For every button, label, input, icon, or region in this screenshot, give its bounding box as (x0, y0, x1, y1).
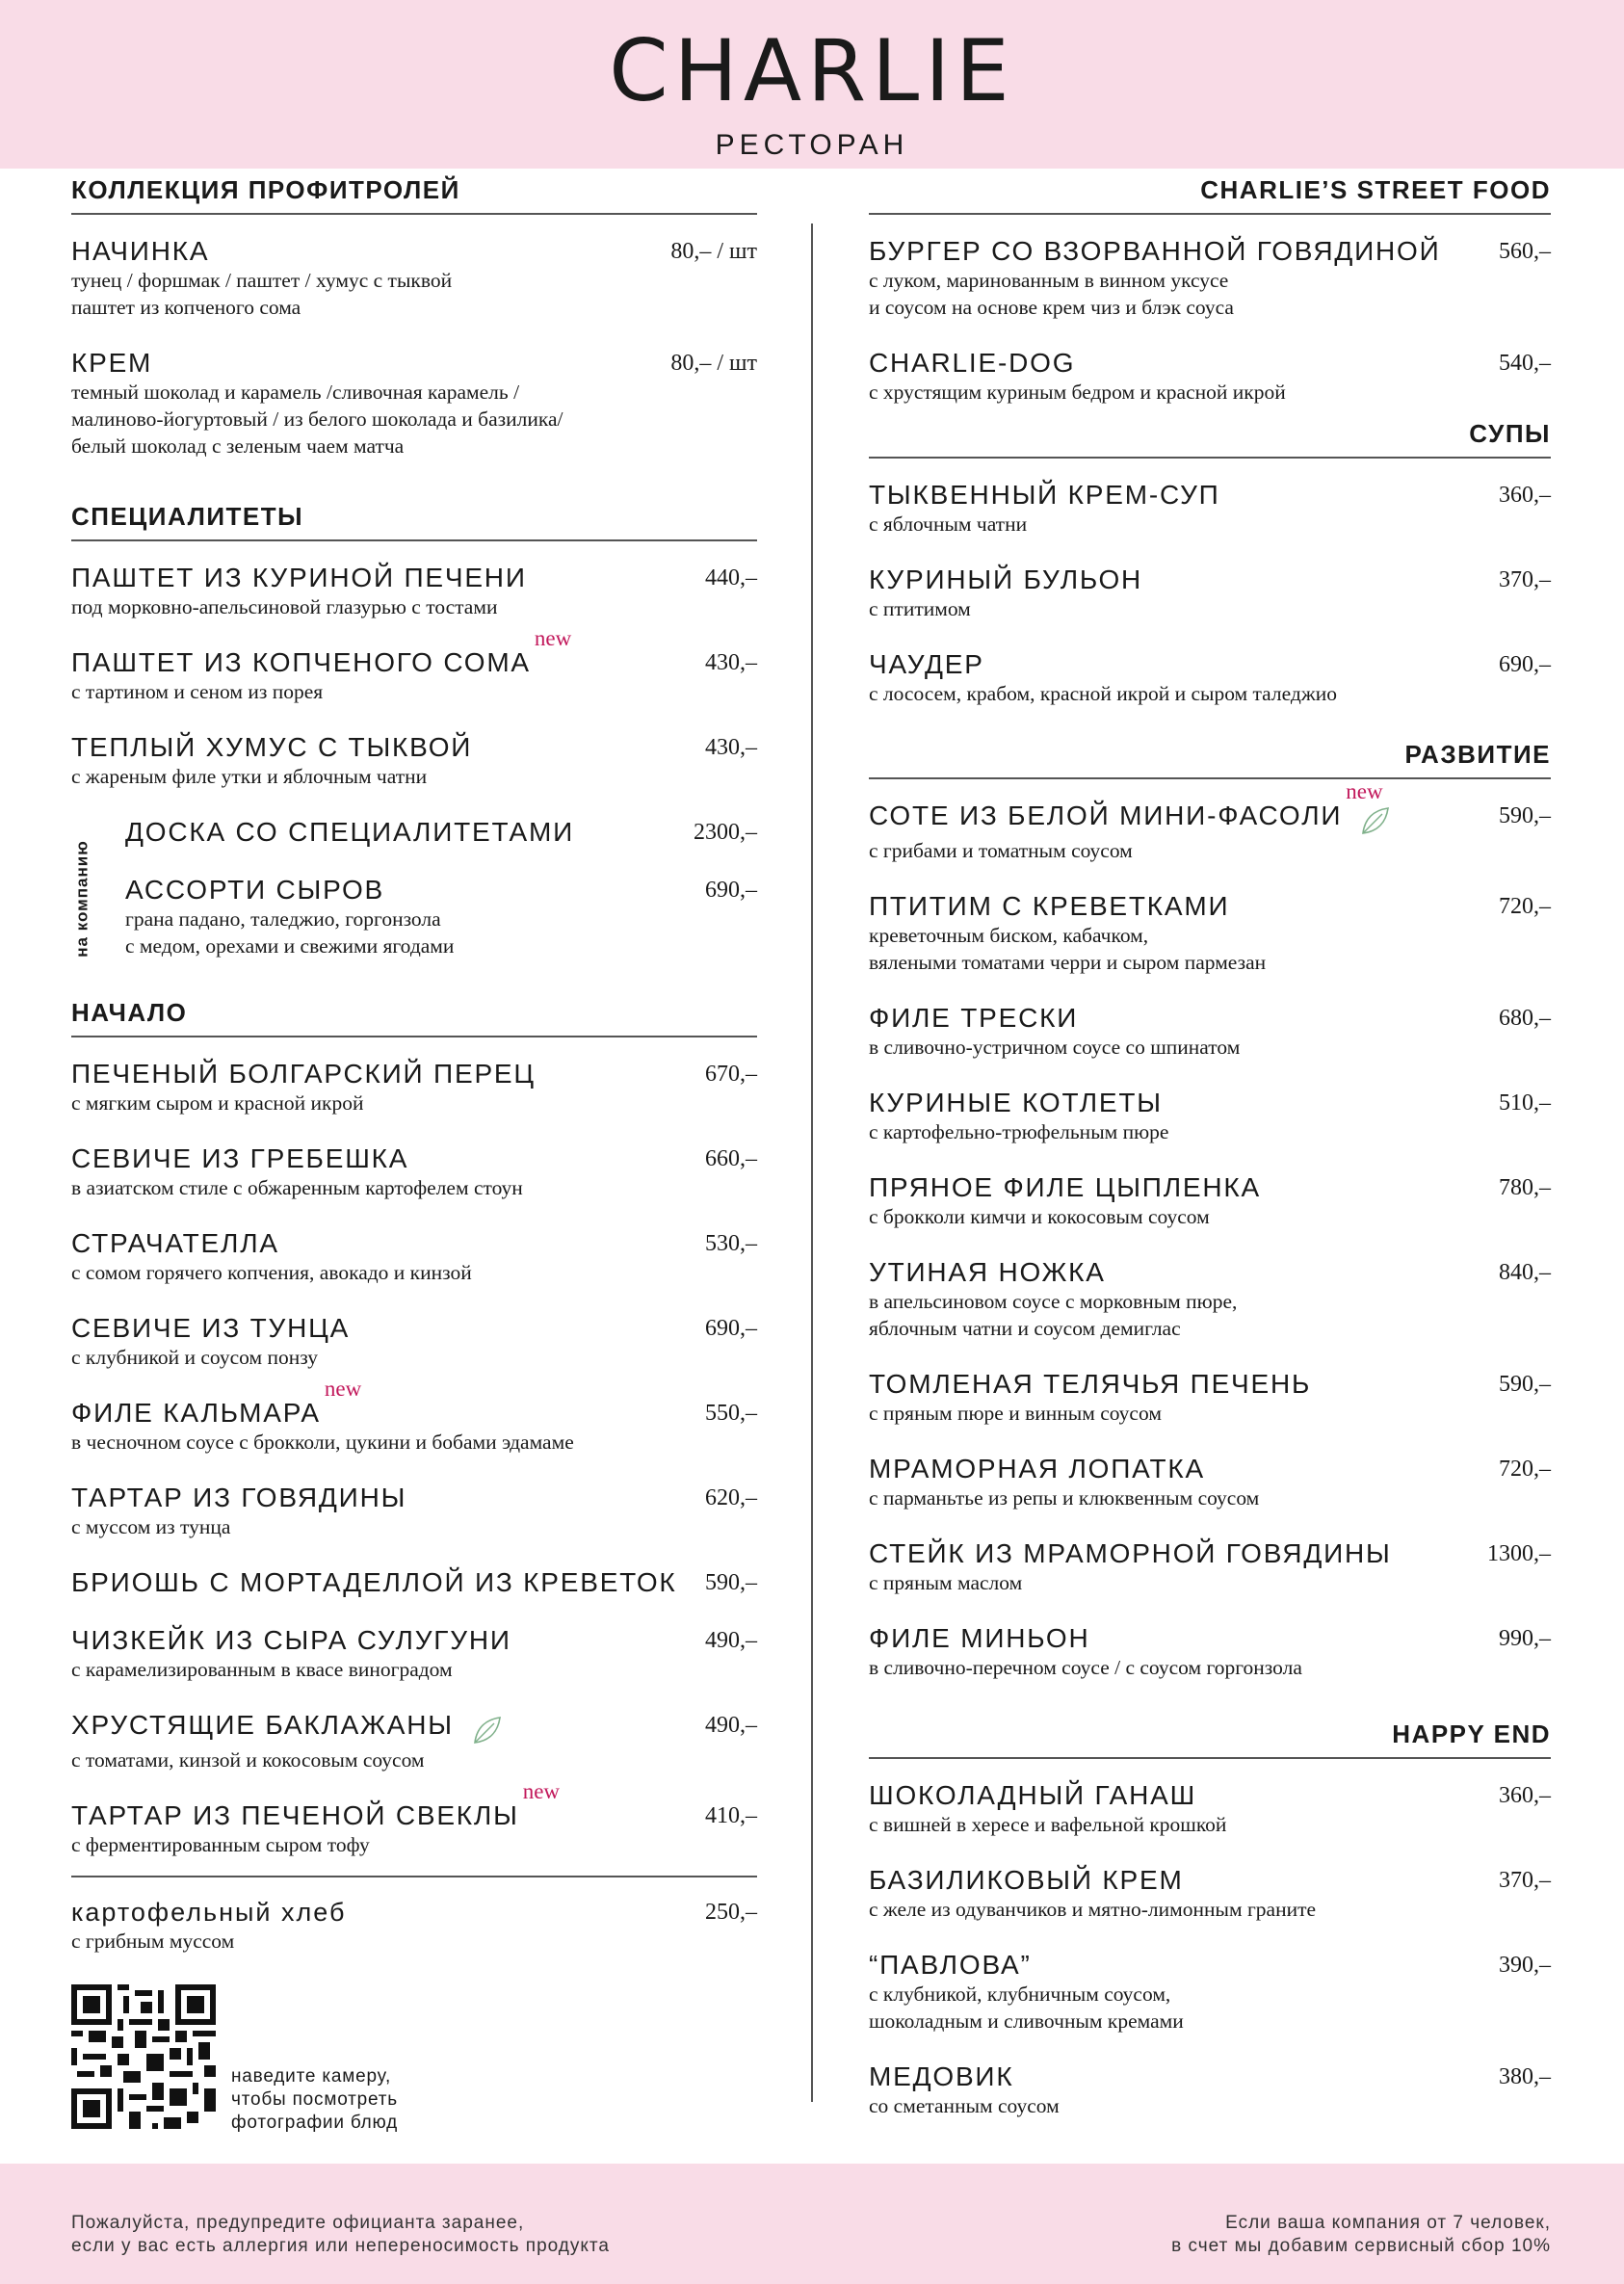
item-desc: с желе из одуванчиков и мятно-лимонным граните (869, 1898, 1317, 1922)
item-name: ФИЛЕ ТРЕСКИ (869, 1003, 1079, 1034)
item-desc: тунец / форшмак / паштет / хумус с тыквой паштет из копченого сома (71, 269, 453, 319)
brand-subtitle: РЕСТОРАН (715, 129, 909, 161)
item-name: БАЗИЛИКОВЫЙ КРЕМ (869, 1865, 1184, 1896)
item-name: УТИНАЯ НОЖКА (869, 1257, 1106, 1288)
item-desc: в сливочно-перечном соусе / с соусом горгонзола (869, 1656, 1302, 1680)
item-price: 540,– (1499, 351, 1551, 376)
item-price: 440,– (705, 565, 757, 591)
menu-item (71, 1567, 757, 1598)
menu-item (869, 891, 1551, 976)
section-soups (869, 419, 1551, 707)
menu-item (869, 2061, 1551, 2119)
menu-item (869, 1538, 1551, 1596)
item-name: СЕВИЧЕ ИЗ ГРЕБЕШКА (71, 1143, 409, 1173)
item-desc: с мягким сыром и красной икрой (71, 1091, 364, 1115)
section-title: НАЧАЛО (71, 998, 757, 1037)
item-desc: с хрустящим куриным бедром и красной икрой (869, 381, 1286, 404)
menu-item (71, 1143, 757, 1201)
menu-item (71, 236, 757, 321)
item-name: “ПАВЛОВА” (869, 1950, 1032, 1981)
item-desc: с грибным муссом (71, 1930, 235, 1954)
section-profiteroles (71, 175, 757, 459)
item-desc: с карамелизированным в квасе виноградом (71, 1658, 453, 1681)
item-name: КУРИНЫЙ БУЛЬОН (869, 564, 1143, 594)
menu-item (869, 1257, 1551, 1342)
item-desc: с брокколи кимчи и кокосовым соусом (869, 1205, 1210, 1229)
section-title: СПЕЦИАЛИТЕТЫ (71, 502, 757, 541)
item-price: 780,– (1499, 1175, 1551, 1201)
section-start (71, 998, 757, 1858)
item-name: ПАШТЕТ ИЗ КУРИНОЙ ПЕЧЕНИ (71, 563, 527, 592)
menu-item (869, 1003, 1551, 1061)
item-desc: с тартином и сеном из порея (71, 680, 324, 703)
section-title: РАЗВИТИЕ (869, 740, 1551, 779)
new-badge: new (522, 1779, 561, 1804)
menu-item (869, 1369, 1551, 1427)
item-desc: с птитимом (869, 597, 971, 620)
item-desc: со сметанным соусом (869, 2094, 1060, 2118)
item-name: МЕДОВИК (869, 2061, 1014, 2092)
item-desc: с пряным пюре и винным соусом (869, 1402, 1162, 1426)
item-name: ХРУСТЯЩИЕ БАКЛАЖАНЫ (71, 1710, 454, 1740)
item-name: ФИЛЕ МИНЬОН (869, 1623, 1090, 1654)
item-desc: в азиатском стиле с обжаренным картофелем стоун (71, 1176, 523, 1199)
item-name: картофельный хлеб (71, 1898, 347, 1928)
allergy-note: Пожалуйста, предупредите официанта заранее, если у вас есть аллергия или непереносимость продукта (71, 2213, 610, 2256)
bread-item (71, 1876, 757, 1955)
item-price: 410,– (705, 1803, 757, 1829)
item-name: СТРАЧАТЕЛЛА (71, 1228, 279, 1258)
shared-label: на компанию (73, 840, 92, 958)
menu-item (869, 348, 1551, 406)
new-badge: new (324, 1377, 362, 1401)
item-price: 2300,– (694, 820, 757, 845)
left-column (71, 173, 757, 1982)
menu-item (71, 563, 757, 620)
item-desc: с клубникой, клубничным соусом, шоколадным и сливочным кремами (869, 1982, 1184, 2034)
section-title: HAPPY END (869, 1720, 1551, 1759)
menu-item (869, 649, 1551, 707)
item-price: 660,– (705, 1146, 757, 1171)
item-name: ШОКОЛАДНЫЙ ГАНАШ (869, 1780, 1197, 1811)
item-name: ТОМЛЕНАЯ ТЕЛЯЧЬЯ ПЕЧЕНЬ (869, 1369, 1312, 1400)
item-name: ПЕЧЕНЫЙ БОЛГАРСКИЙ ПЕРЕЦ (71, 1059, 536, 1089)
item-price: 80,– / шт (670, 351, 757, 376)
item-desc: с томатами, кинзой и кокосовым соусом (71, 1748, 425, 1772)
section-title: СУПЫ (869, 419, 1551, 459)
item-name: КРЕМ (71, 348, 153, 378)
item-price: 690,– (1499, 652, 1551, 677)
menu-item (71, 1483, 757, 1540)
menu-item (71, 1228, 757, 1286)
item-name: ТАРТАР ИЗ ПЕЧЕНОЙ СВЕКЛЫ (71, 1800, 519, 1831)
item-name: МРАМОРНАЯ ЛОПАТКА (869, 1454, 1205, 1484)
item-desc: темный шоколад и карамель /сливочная карамель / малиново-йогуртовый / из белого шоколада и базилика/ белый шоколад с зеленым чаем матча (71, 381, 563, 458)
section-title: CHARLIE’S STREET FOOD (869, 175, 1551, 215)
item-price: 690,– (705, 1316, 757, 1341)
new-badge: new (1346, 779, 1383, 803)
item-name: ПТИТИМ С КРЕВЕТКАМИ (869, 891, 1230, 922)
menu-item (869, 1088, 1551, 1145)
vegan-leaf-icon (471, 1714, 504, 1746)
item-name: ФИЛЕ КАЛЬМАРА (71, 1398, 321, 1428)
menu-item (71, 1710, 757, 1773)
qr-code[interactable] (71, 1984, 216, 2129)
item-price: 370,– (1499, 1868, 1551, 1894)
item-desc: с парманьтье из репы и клюквенным соусом (869, 1486, 1260, 1510)
service-fee-note: Если ваша компания от 7 человек, в счет мы добавим сервисный сбор 10% (1171, 2213, 1551, 2256)
item-name: ЧАУДЕР (869, 649, 984, 679)
item-desc: с грибами и томатным соусом (869, 839, 1133, 863)
item-price: 590,– (1499, 1372, 1551, 1398)
item-name: ЧИЗКЕЙК ИЗ СЫРА СУЛУГУНИ (71, 1625, 511, 1655)
item-desc: с муссом из тунца (71, 1515, 231, 1538)
item-desc: креветочным биском, кабачком, вялеными томатами черри и сыром пармезан (869, 924, 1267, 975)
item-price: 390,– (1499, 1953, 1551, 1979)
item-price: 250,– (705, 1900, 757, 1926)
item-price: 360,– (1499, 1783, 1551, 1809)
item-price: 430,– (705, 735, 757, 760)
item-price: 680,– (1499, 1006, 1551, 1032)
menu-item (869, 1865, 1551, 1923)
item-price: 80,– / шт (670, 239, 757, 264)
menu-item (71, 626, 757, 705)
item-price: 720,– (1499, 894, 1551, 920)
column-divider (811, 223, 813, 2102)
item-desc: под морковно-апельсиновой глазурью с тостами (71, 595, 498, 618)
item-name: СТЕЙК ИЗ МРАМОРНОЙ ГОВЯДИНЫ (869, 1538, 1392, 1569)
item-name: ТЕПЛЫЙ ХУМУС С ТЫКВОЙ (71, 732, 473, 762)
menu-item (869, 1623, 1551, 1681)
item-desc: с картофельно-трюфельным пюре (869, 1120, 1169, 1144)
item-desc: в апельсиновом соусе с морковным пюре, яблочным чатни и соусом демиглас (869, 1290, 1238, 1341)
item-price: 590,– (705, 1570, 757, 1595)
item-desc: грана падано, таледжио, горгонзола с медом, орехами и свежими ягодами (125, 907, 455, 958)
item-name: НАЧИНКА (71, 236, 210, 266)
item-name: CHARLIE-DOG (869, 348, 1076, 378)
menu-item (869, 779, 1551, 864)
menu-item (125, 817, 757, 848)
item-price: 620,– (705, 1485, 757, 1510)
item-price: 560,– (1499, 239, 1551, 264)
item-name: ДОСКА СО СПЕЦИАЛИТЕТАМИ (125, 817, 575, 847)
item-price: 490,– (705, 1628, 757, 1653)
item-desc: с пряным маслом (869, 1571, 1023, 1595)
item-name: СОТЕ ИЗ БЕЛОЙ МИНИ-ФАСОЛИ (869, 801, 1343, 830)
item-price: 370,– (1499, 567, 1551, 592)
item-price: 530,– (705, 1231, 757, 1256)
item-price: 550,– (705, 1401, 757, 1426)
item-desc: с вишней в хересе и вафельной крошкой (869, 1813, 1227, 1837)
item-name: БУРГЕР СО ВЗОРВАННОЙ ГОВЯДИНОЙ (869, 236, 1441, 266)
section-title: КОЛЛЕКЦИЯ ПРОФИТРОЛЕЙ (71, 175, 757, 215)
item-desc: с ферментированным сыром тофу (71, 1833, 370, 1857)
item-name: СЕВИЧЕ ИЗ ТУНЦА (71, 1313, 351, 1343)
item-price: 990,– (1499, 1626, 1551, 1652)
item-price: 840,– (1499, 1260, 1551, 1286)
menu-item (869, 236, 1551, 321)
menu-item (71, 1377, 757, 1456)
section-mains (869, 740, 1551, 1681)
item-desc: с жареным филе утки и яблочным чатни (71, 765, 428, 788)
new-badge: new (534, 626, 572, 650)
item-name: БРИОШЬ С МОРТАДЕЛЛОЙ ИЗ КРЕВЕТОК (71, 1567, 677, 1597)
menu-item (869, 480, 1551, 538)
item-name: АССОРТИ СЫРОВ (125, 875, 385, 905)
item-desc: с сомом горячего копчения, авокадо и кинзой (71, 1261, 472, 1284)
brand-logo: CHARLIE (609, 21, 1015, 120)
menu-item (869, 1780, 1551, 1838)
item-name: ПАШТЕТ ИЗ КОПЧЕНОГО СОМА (71, 647, 531, 677)
menu-item (71, 732, 757, 790)
item-price: 720,– (1499, 1457, 1551, 1483)
menu-item (71, 1059, 757, 1116)
menu-item (869, 1454, 1551, 1511)
qr-caption: наведите камеру, чтобы посмотреть фотографии блюд (231, 2066, 399, 2133)
item-price: 380,– (1499, 2064, 1551, 2090)
footer-band (0, 2164, 1624, 2284)
menu-item (869, 1950, 1551, 2035)
item-name: ТАРТАР ИЗ ГОВЯДИНЫ (71, 1483, 407, 1512)
menu-item (869, 1172, 1551, 1230)
item-price: 360,– (1499, 483, 1551, 508)
item-desc: с лососем, крабом, красной икрой и сыром таледжио (869, 682, 1337, 705)
item-price: 690,– (705, 878, 757, 903)
section-street-food (869, 175, 1551, 406)
item-price: 1300,– (1487, 1541, 1551, 1567)
item-desc: в сливочно-устричном соусе со шпинатом (869, 1036, 1241, 1060)
menu-item (71, 1625, 757, 1683)
item-price: 590,– (1499, 803, 1551, 828)
section-specialties (71, 502, 757, 959)
menu-item (125, 875, 757, 959)
item-desc: с луком, маринованным в винном уксусе и соусом на основе крем чиз и блэк соуса (869, 269, 1234, 319)
item-name: КУРИНЫЕ КОТЛЕТЫ (869, 1088, 1163, 1118)
item-name: ПРЯНОЕ ФИЛЕ ЦЫПЛЕНКА (869, 1172, 1261, 1203)
section-desserts (869, 1720, 1551, 2119)
shared-group (71, 817, 757, 959)
header-band (0, 0, 1624, 169)
vegan-leaf-icon (1359, 804, 1392, 837)
item-desc: с яблочным чатни (869, 512, 1028, 536)
item-price: 430,– (705, 650, 757, 675)
menu-item (71, 348, 757, 459)
item-price: 490,– (705, 1713, 757, 1738)
item-desc: с клубникой и соусом понзу (71, 1346, 319, 1369)
item-desc: в чесночном соусе с брокколи, цукини и бобами эдамаме (71, 1431, 574, 1454)
item-name: ТЫКВЕННЫЙ КРЕМ-СУП (869, 480, 1220, 510)
menu-item (869, 564, 1551, 622)
menu-item (71, 1779, 757, 1858)
item-price: 670,– (705, 1062, 757, 1087)
menu-item (71, 1313, 757, 1371)
right-column (869, 173, 1551, 2146)
item-price: 510,– (1499, 1090, 1551, 1116)
